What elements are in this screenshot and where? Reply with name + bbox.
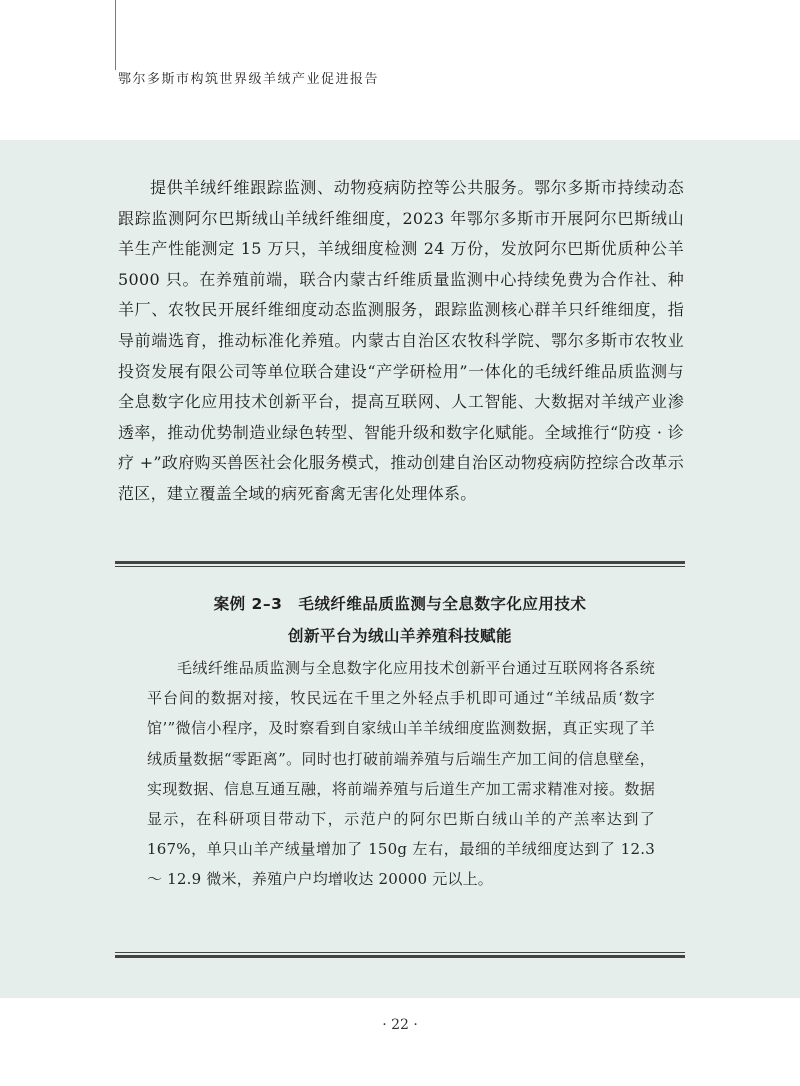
page-number: · 22 ·	[382, 1017, 418, 1033]
case-box-top-rule	[115, 561, 685, 567]
header-vertical-rule	[115, 0, 116, 70]
running-header-title: 鄂尔多斯市构筑世界级羊绒产业促进报告	[118, 72, 380, 87]
case-title-line-1: 案例 2–3 毛绒纤维品质监测与全息数字化应用技术	[213, 595, 587, 613]
case-paragraph: 毛绒纤维品质监测与全息数字化应用技术创新平台通过互联网将各系统平台间的数据对接，牧民远在千里之外轻点手机即可通过“羊绒品质‘数字馆’”微信小程序，及时察看到自家绒山羊羊绒细度监测数据，真正实现了羊绒质量数据“零距离”。同时也打破前端养殖与后端生产加工间的信息壁垒，实现数据、信息互通互融，将前端养殖与后道生产加工需求精准对接。数据显示，在科研项目带动下，示范户的阿尔巴斯白绒山羊的产羔率达到了 167%，单只山羊产绒量增加了 150g 左右，最细的羊绒细度达到了 12.3 ～ 12.9 微米，养殖户户均增收达 20000 元以上。	[147, 659, 655, 889]
case-title-line-2: 创新平台为绒山羊养殖科技赋能	[287, 627, 512, 645]
case-box-bottom-rule	[115, 952, 685, 958]
body-paragraph: 提供羊绒纤维跟踪监测、动物疫病防控等公共服务。鄂尔多斯市持续动态跟踪监测阿尔巴斯绒山羊绒纤维细度，2023 年鄂尔多斯市开展阿尔巴斯绒山羊生产性能测定 15 万只，羊绒细度检测 24 万份，发放阿尔巴斯优质种公羊 5000 只。在养殖前端，联合内蒙古纤维质量监测中心持续免费为合作社、种羊厂、农牧民开展纤维细度动态监测服务，跟踪监测核心群羊只纤维细度，指导前端选育，推动标准化养殖。内蒙古自治区农牧科学院、鄂尔多斯市农牧业投资发展有限公司等单位联合建设“产学研检用”一体化的毛绒纤维品质监测与全息数字化应用技术创新平台，提高互联网、人工智能、大数据对羊绒产业渗透率，推动优势制造业绿色转型、智能升级和数字化赋能。全域推行“防疫 · 诊疗 +”政府购买兽医社会化服务模式，推动创建自治区动物疫病防控综合改革示范区，建立覆盖全域的病死畜禽无害化处理体系。	[118, 178, 684, 503]
